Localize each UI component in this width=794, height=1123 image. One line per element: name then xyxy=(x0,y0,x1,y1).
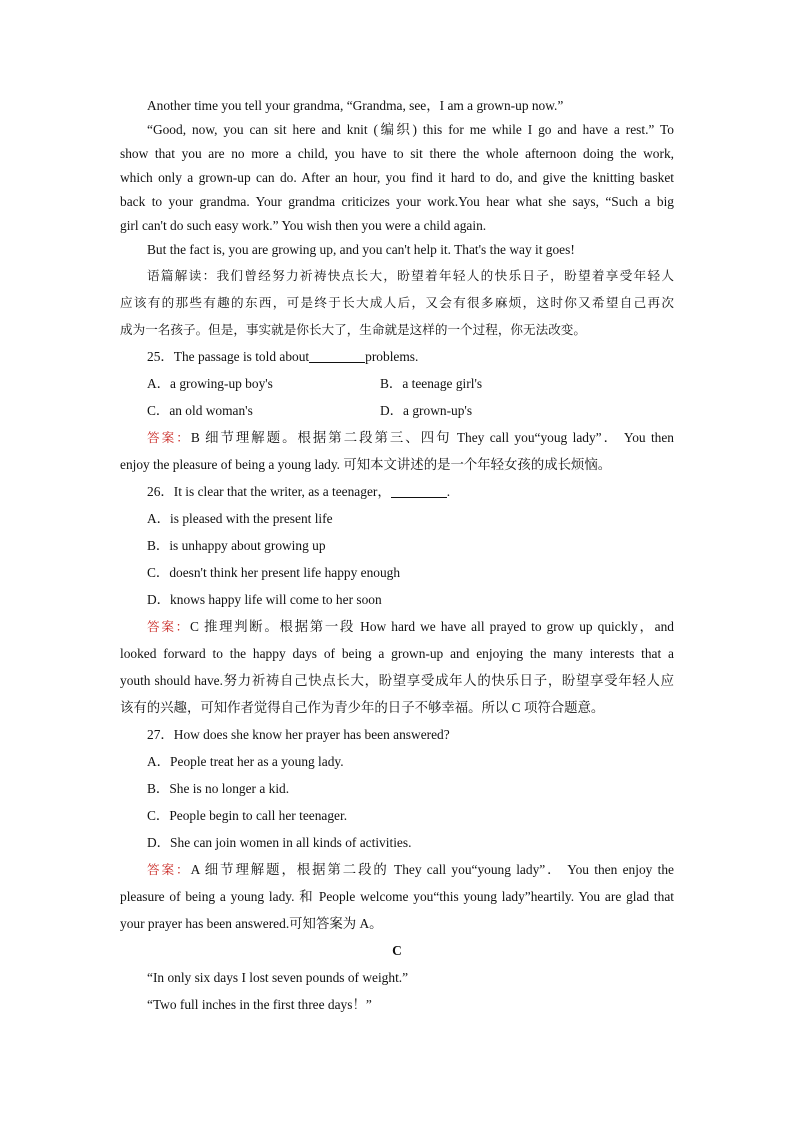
option-b: B．a teenage girl's xyxy=(380,376,483,391)
passage-paragraph: Another time you tell your grandma, “Grandma, see，I am a grown-up now.” xyxy=(147,98,564,113)
option-a: A．a growing-up boy's xyxy=(147,376,273,391)
option-c: C．doesn't think her present life happy enough xyxy=(147,565,401,580)
question-25-options-row xyxy=(120,370,674,397)
passage-line: girl can't do such easy work.” You wish then you were a child again. xyxy=(120,218,487,233)
option-a: A．is pleased with the present life xyxy=(147,511,333,526)
option-d: D．knows happy life will come to her soon xyxy=(147,592,382,607)
question-text: problems. xyxy=(365,349,419,364)
passage-line: “In only six days I lost seven pounds of weight.” xyxy=(147,970,409,985)
answer-line: your prayer has been answered.可知答案为 A。 xyxy=(120,916,383,931)
question-text: 25．The passage is told about xyxy=(147,349,310,364)
answer-line xyxy=(120,424,674,451)
answer-line: 该有的兴趣，可知作者觉得自己作为青少年的日子不够幸福。所以 C 项符合题意。 xyxy=(120,700,605,715)
question-27-stem: 27．How does she know her prayer has been answered? xyxy=(147,727,450,742)
option-d: D．She can join women in all kinds of activities. xyxy=(147,835,412,850)
answer-label: 答案： xyxy=(147,430,191,445)
option-c: C．People begin to call her teenager. xyxy=(147,808,348,823)
option-d: D．a grown-up's xyxy=(380,403,473,418)
document-page xyxy=(120,94,674,1018)
passage-paragraph: But the fact is, you are growing up, and you can't help it. That's the way it goes! xyxy=(147,242,575,257)
answer-line: enjoy the pleasure of being a young lady. 可知本文讲述的是一个年轻女孩的成长烦恼。 xyxy=(120,457,612,472)
answer-line: youth should have.努力祈祷自己快点长大，盼望享受成年人的快乐日子，盼望享受年轻人应 xyxy=(120,673,674,688)
answer-line: pleasure of being a young lady. 和 People welcome you“this young lady”heartily. You are glad that xyxy=(120,889,674,904)
passage-line: show that you are no more a child, you have to sit there the whole afternoon doing the work, xyxy=(120,146,674,161)
analysis-line: 应该有的那些有趣的东西，可是终于长大成人后，又会有很多麻烦，这时你又希望自己再次 xyxy=(120,295,674,310)
question-25-options-row xyxy=(120,397,674,424)
answer-line: looked forward to the happy days of being a grown-up and enjoying the many interests that a xyxy=(120,646,674,661)
answer-label: 答案： xyxy=(147,862,191,877)
question-25-stem xyxy=(120,343,674,370)
question-26-stem xyxy=(120,478,674,505)
answer-line xyxy=(120,613,674,640)
analysis-line: 成为一名孩子。但是，事实就是你长大了，生命就是这样的一个过程，你无法改变。 xyxy=(120,322,586,337)
answer-text: B 细节理解题。根据第二段第三、四句 They call you“youg lady”． You then xyxy=(190,430,674,445)
option-b: B．is unhappy about growing up xyxy=(147,538,326,553)
passage-line: back to your grandma. Your grandma criticizes your work.You hear what she says, “Such a big xyxy=(120,194,674,209)
answer-text: A 细节理解题，根据第二段的 They call you“young lady”． You then enjoy the xyxy=(190,862,674,877)
passage-line: “Good, now, you can sit here and knit (编织) this for me while I go and have a rest.” To xyxy=(147,122,674,137)
answer-line xyxy=(120,856,674,883)
option-a: A．People treat her as a young lady. xyxy=(147,754,344,769)
question-text: . xyxy=(446,484,451,499)
answer-blank xyxy=(309,348,365,363)
option-b: B．She is no longer a kid. xyxy=(147,781,290,796)
question-text: 26．It is clear that the writer, as a teenager， xyxy=(147,484,391,499)
section-heading: C xyxy=(392,943,402,958)
answer-blank xyxy=(391,483,447,498)
passage-line: “Two full inches in the first three days！” xyxy=(147,997,372,1012)
analysis-line: 语篇解读：我们曾经努力祈祷快点长大，盼望着年轻人的快乐日子，盼望着享受年轻人 xyxy=(147,268,674,283)
answer-text: C 推理判断。根据第一段 How hard we have all prayed to grow up quickly，and xyxy=(189,619,674,634)
answer-label: 答案： xyxy=(147,619,190,634)
option-c: C．an old woman's xyxy=(147,403,253,418)
passage-line: which only a grown-up can do. After an hour, you find it hard to do, and give the knitting basket xyxy=(120,170,674,185)
